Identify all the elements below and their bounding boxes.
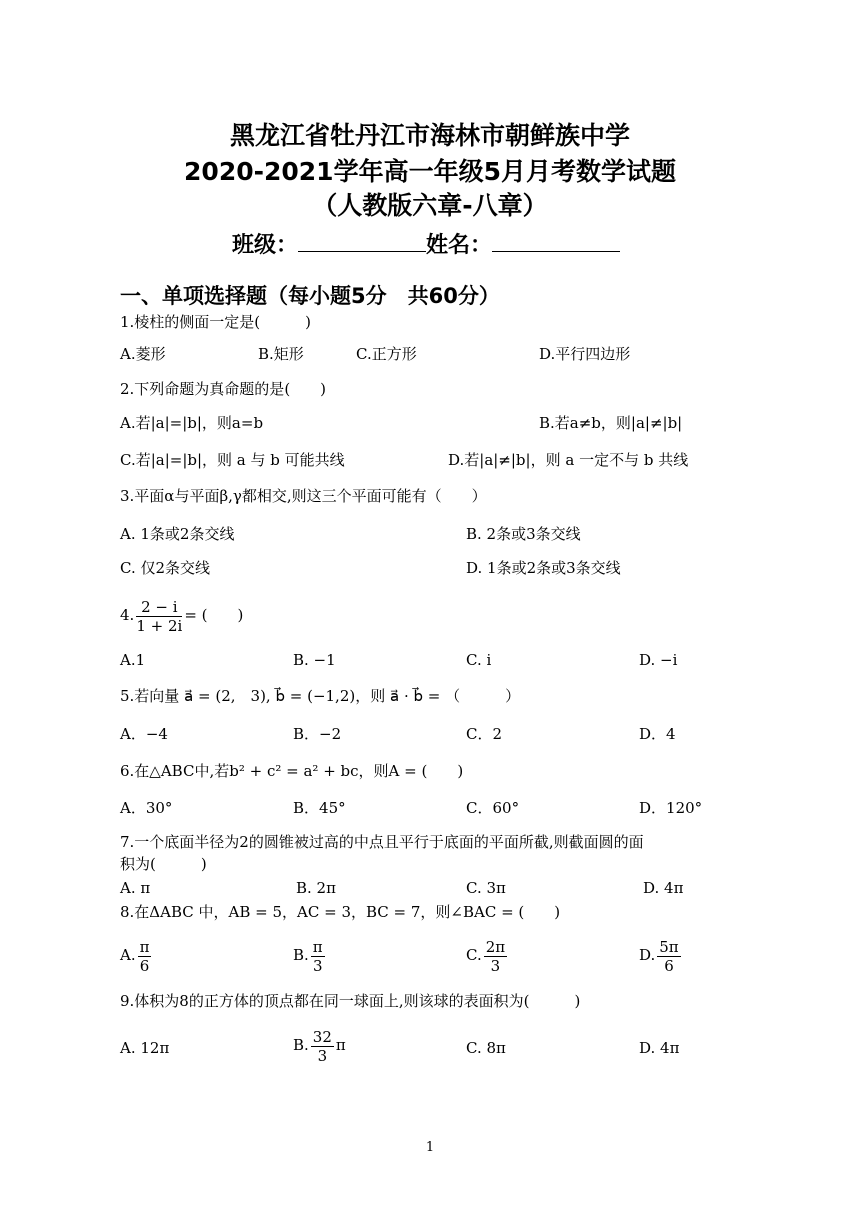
q6-option-a: A．30°	[120, 799, 173, 817]
q8-d-numerator: 5π	[659, 937, 679, 956]
q8-a-fraction	[138, 938, 152, 975]
q7-option-c: C. 3π	[466, 879, 506, 897]
q5-stem: 5.若向量 a⃗ = (2, 3), b⃗ = (−1,2)，则 a⃗ · b⃗ = （ ）	[120, 687, 521, 705]
q8-b-denominator: 3	[312, 956, 323, 975]
q7-option-b: B. 2π	[296, 879, 336, 897]
q7-stem-line1: 7.一个底面半径为2的圆锥被过高的中点且平行于底面的平面所截,则截面圆的面	[120, 833, 644, 851]
q6-option-c: C．60°	[466, 799, 520, 817]
q4-option-a: A.1	[120, 651, 146, 669]
page-number: 1	[425, 1140, 435, 1155]
q4-option-c: C. i	[466, 651, 492, 669]
q4-fraction	[136, 598, 182, 635]
q8-option-c	[466, 936, 509, 975]
q8-d-fraction	[657, 938, 680, 975]
q4-option-d: D. −i	[639, 651, 678, 669]
q8-c-label: C.	[466, 946, 482, 964]
q5-option-c: C．2	[466, 725, 503, 743]
q8-b-fraction	[311, 938, 325, 975]
q2-option-a: A.若|a|=|b|，则a=b	[120, 414, 264, 432]
title-school: 黑龙江省牡丹江市海林市朝鲜族中学	[229, 121, 630, 150]
q8-c-fraction	[484, 938, 507, 975]
q1-option-a: A.菱形	[120, 345, 166, 363]
class-name-line	[232, 228, 620, 259]
q9-b-label: B.	[293, 1036, 309, 1054]
q1-option-c: C.正方形	[356, 345, 417, 363]
q8-option-a	[120, 936, 153, 975]
q9-option-a: A. 12π	[120, 1039, 170, 1057]
q4-suffix: = ( )	[184, 606, 244, 624]
q3-option-a: A. 1条或2条交线	[120, 525, 235, 543]
q2-option-b: B.若a≠b，则|a|≠|b|	[539, 414, 683, 432]
q9-stem: 9.体积为8的正方体的顶点都在同一球面上,则该球的表面积为( )	[120, 992, 581, 1010]
q3-option-c: C. 仅2条交线	[120, 559, 211, 577]
q5-option-a: A．−4	[120, 725, 168, 743]
q5-option-d: D．4	[639, 725, 676, 743]
class-blank	[298, 231, 426, 252]
q1-option-d: D.平行四边形	[539, 345, 631, 363]
q3-option-b: B. 2条或3条交线	[466, 525, 581, 543]
q2-stem: 2.下列命题为真命题的是( )	[120, 380, 327, 398]
q4-stem	[120, 596, 243, 635]
q8-d-label: D.	[639, 946, 656, 964]
q4-denominator: 1 + 2i	[136, 616, 183, 635]
q3-stem: 3.平面α与平面β,γ都相交,则这三个平面可能有（ ）	[120, 487, 487, 505]
name-blank	[492, 231, 620, 252]
q3-option-d: D. 1条或2条或3条交线	[466, 559, 621, 577]
q9-b-denominator: 3	[317, 1046, 328, 1065]
q6-stem: 6.在△ABC中,若b² + c² = a² + bc，则A = ( )	[120, 762, 464, 780]
title-exam: 2020-2021学年高一年级5月月考数学试题	[184, 157, 676, 186]
q8-c-numerator: 2π	[485, 937, 506, 956]
q6-option-d: D．120°	[639, 799, 703, 817]
q9-b-fraction	[311, 1028, 334, 1065]
q8-b-label: B.	[293, 946, 309, 964]
q9-option-b	[293, 1026, 346, 1065]
q8-a-numerator: π	[139, 937, 150, 956]
q9-b-tail: π	[335, 1036, 346, 1054]
q7-stem-line2: 积为( )	[120, 855, 207, 873]
q4-prefix: 4.	[120, 606, 135, 624]
title-scope: （人教版六章-八章）	[312, 191, 548, 220]
q8-b-numerator: π	[312, 937, 323, 956]
q2-option-d: D.若|a|≠|b|，则 a 一定不与 b 共线	[448, 451, 689, 469]
q8-d-denominator: 6	[664, 956, 674, 975]
class-label: 班级：	[232, 233, 299, 258]
q4-numerator: 2 − i	[136, 598, 182, 617]
name-label: 姓名：	[426, 233, 493, 258]
q9-b-numerator: 32	[312, 1027, 332, 1046]
q9-option-c: C. 8π	[466, 1039, 506, 1057]
q8-a-denominator: 6	[139, 956, 150, 975]
q8-stem: 8.在ΔABC 中，AB = 5，AC = 3，BC = 7，则∠BAC = ( )	[120, 903, 561, 921]
q4-option-b: B. −1	[293, 651, 336, 669]
q7-option-d: D. 4π	[643, 879, 684, 897]
q1-stem: 1.棱柱的侧面一定是( )	[120, 313, 312, 331]
q7-option-a: A. π	[120, 879, 151, 897]
q2-option-c: C.若|a|=|b|，则 a 与 b 可能共线	[120, 451, 345, 469]
q6-option-b: B．45°	[293, 799, 346, 817]
q8-a-label: A.	[120, 946, 136, 964]
section-title: 一、单项选择题（每小题5分 共60分）	[120, 284, 500, 308]
q1-option-b: B.矩形	[258, 345, 304, 363]
q5-option-b: B．−2	[293, 725, 342, 743]
q9-option-d: D. 4π	[639, 1039, 680, 1057]
q8-option-b	[293, 936, 327, 975]
q8-option-d	[639, 936, 683, 975]
q8-c-denominator: 3	[490, 956, 501, 975]
